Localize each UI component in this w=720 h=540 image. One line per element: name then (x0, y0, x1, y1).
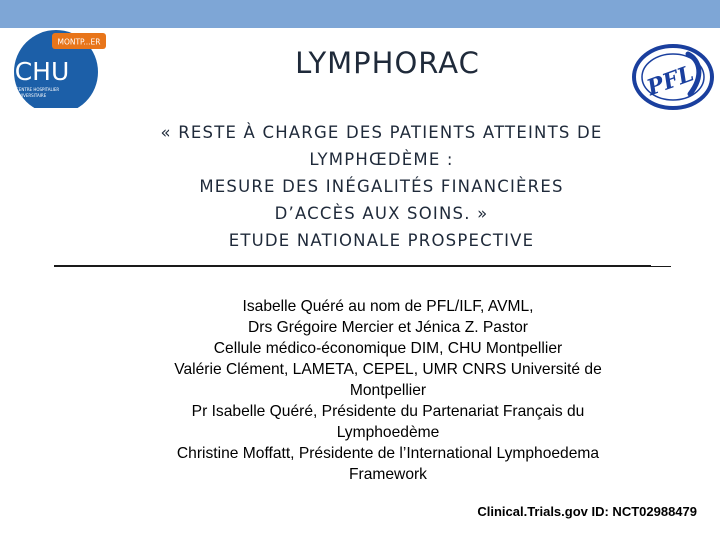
author-block (120, 296, 656, 485)
slide-subtitle (100, 119, 663, 254)
author-line: Valérie Clément, LAMETA, CEPEL, UMR CNRS Université de (174, 361, 602, 378)
trial-id: Clinical.Trials.gov ID: NCT02988479 (477, 504, 697, 519)
divider-rule (54, 265, 651, 267)
author-line: Pr Isabelle Quéré, Présidente du Partenariat Français du (191, 403, 585, 420)
author-line: Cellule médico-économique DIM, CHU Montpellier (213, 340, 563, 357)
subtitle-line: « RESTE À CHARGE DES PATIENTS ATTEINTS DE (160, 123, 603, 142)
slide-title: LYMPHORAC (295, 46, 480, 80)
divider-rule-tail (651, 266, 671, 267)
subtitle-line: MESURE DES INÉGALITÉS FINANCIÈRES (199, 177, 564, 196)
subtitle-line: LYMPHŒDÈME : (309, 150, 454, 169)
author-line: Drs Grégoire Mercier et Jénica Z. Pastor (248, 319, 528, 336)
author-line: Lymphoedème (336, 424, 440, 441)
subtitle-line: ETUDE NATIONALE PROSPECTIVE (228, 231, 535, 250)
chu-logo-caption-1: CENTRE HOSPITALIER (16, 87, 60, 92)
top-accent-bar (0, 0, 720, 28)
chu-logo-wordmark: CHU (14, 57, 70, 86)
subtitle-line: D’ACCÈS AUX SOINS. » (274, 204, 489, 223)
author-line: Montpellier (349, 382, 427, 399)
chu-logo-caption-2: UNIVERSITAIRE (16, 93, 47, 98)
chu-logo-badge-text: MONTP...ER (57, 37, 101, 47)
author-line: Christine Moffatt, Présidente de l’International Lymphoedema (176, 445, 600, 462)
author-line: Framework (349, 466, 427, 483)
top-bar-notch (627, 28, 720, 32)
pfl-logo-wordmark: PFL (643, 60, 698, 102)
author-line: Isabelle Quéré au nom de PFL/ILF, AVML, (242, 298, 534, 315)
